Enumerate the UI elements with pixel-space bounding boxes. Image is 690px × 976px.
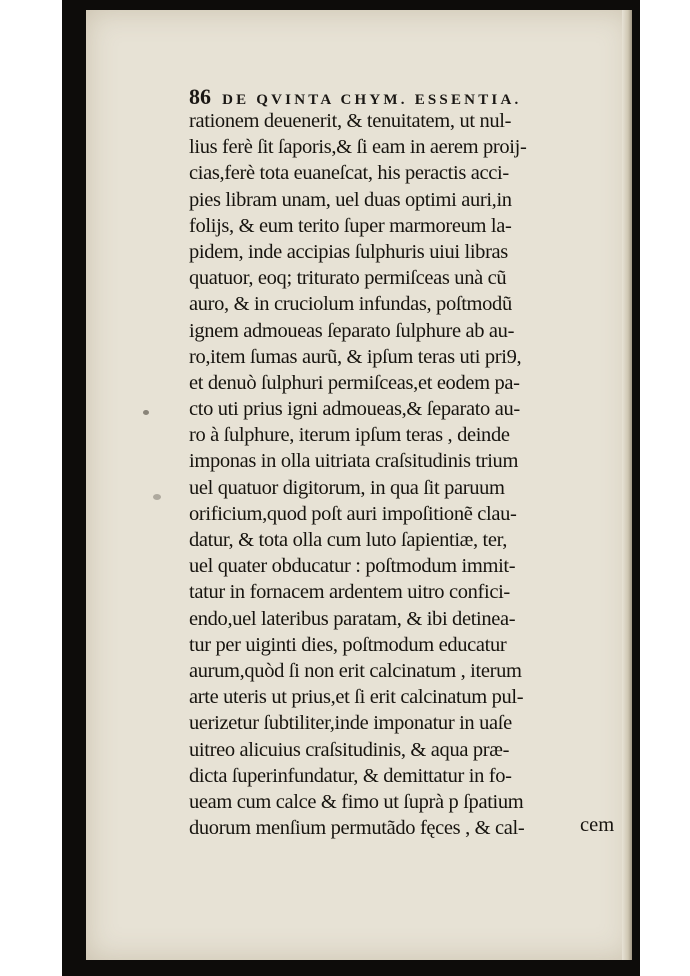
body-text [189,108,627,841]
text-line: duorum menſium permutãdo fęces , & cal- [189,817,525,840]
text-line: lius ferè ſit ſaporis,& ſi eam in aerem proij- [189,136,527,159]
text-line: folijs, & eum terito ſuper marmoreum la- [189,214,512,237]
text-line: tatur in fornacem ardentem uitro confici- [189,581,510,604]
text-line: ignem admoueas ſeparato ſulphure ab au- [189,319,515,342]
text-line: endo,uel lateribus paratam, & ibi detinea- [189,607,516,630]
text-line: orificium,quod poſt auri impoſitionẽ clau- [189,502,517,525]
text-line: cto uti prius igni admoueas,& ſeparato au- [189,398,520,421]
text-line: pidem, inde accipias ſulphuris uiui libras [189,240,508,263]
text-line: ueam cum calce & fimo ut ſuprà p ſpatium [189,790,524,813]
text-line: ro à ſulphure, iterum ipſum teras , deinde [189,424,510,447]
text-line: uel quatuor digitorum, in qua ſit paruum [189,476,505,499]
text-line: arte uteris ut prius,et ſi erit calcinatum pul- [189,686,524,709]
ink-spot [143,410,149,415]
text-line: auro, & in cruciolum infundas, poſtmodũ [189,293,512,316]
text-line: rationem deuenerit, & tenuitatem, ut nul- [189,110,512,132]
text-line: cias,ferè tota euaneſcat, his peractis acci- [189,162,509,185]
text-line: uerizetur ſubtiliter,inde imponatur in uaſe [189,712,512,735]
text-line: et denuò ſulphuri permiſceas,et eodem pa- [189,371,520,394]
text-line: quatuor, eoq; triturato permiſceas unà cũ [189,267,507,290]
catchword: cem [580,814,615,836]
text-line: ro,item ſumas aurũ, & ipſum teras uti pri9, [189,345,522,368]
text-line: aurum,quòd ſi non erit calcinatum , iterum [189,659,522,682]
text-line: tur per uiginti dies, poſtmodum educatur [189,633,507,656]
text-line: imponas in olla uitriata craſsitudinis trium [189,450,519,473]
page-number: 86 [189,84,211,109]
text-line: uitreo alicuius craſsitudinis, & aqua præ- [189,738,510,761]
ink-spot [153,494,161,500]
text-line: datur, & tota olla cum luto ſapientiæ, ter, [189,529,508,551]
text-line: uel quater obducatur : poſtmodum immit- [189,555,516,578]
text-line: dicta ſuperinfundatur, & demittatur in fo- [189,764,512,787]
text-line: pies libram unam, uel duas optimi auri,in [189,188,512,211]
running-title: DE QVINTA CHYM. ESSENTIA. [222,92,522,108]
